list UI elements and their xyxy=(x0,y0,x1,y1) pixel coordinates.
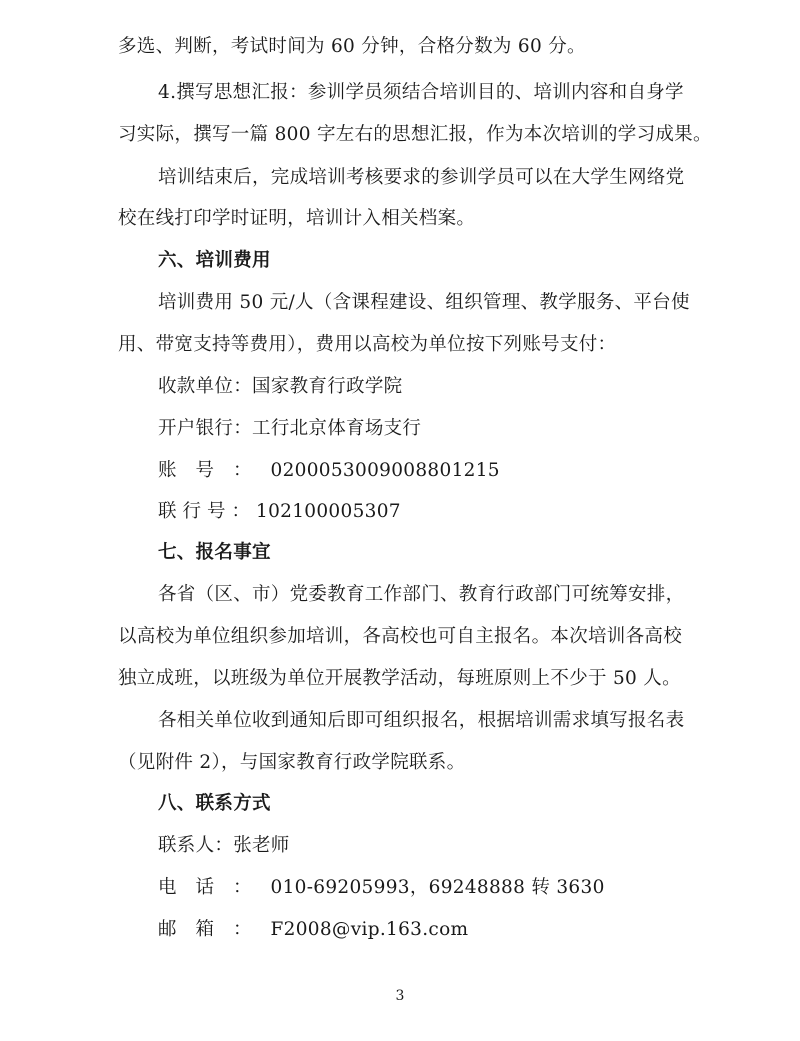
paragraph-line: 多选、判断，考试时间为 60 分钟，合格分数为 60 分。 xyxy=(118,36,586,57)
phone-value: 010-69205993，69248888 转 3630 xyxy=(270,877,605,898)
paragraph-line: 以高校为单位组织参加培训，各高校也可自主报名。本次培训各高校 xyxy=(118,626,683,647)
bank-label: 开户银行： xyxy=(158,418,253,439)
account-label: 账号： xyxy=(158,460,271,481)
paragraph-line: 培训费用 50 元/人（含课程建设、组织管理、教学服务、平台使 xyxy=(158,292,690,313)
section-heading-registration: 七、报名事宜 xyxy=(158,542,271,563)
page-number: 3 xyxy=(395,988,405,1004)
payee-label: 收款单位： xyxy=(158,376,253,397)
bank-row xyxy=(158,416,738,442)
paragraph-line: 用、带宽支持等费用），费用以高校为单位按下列账号支付： xyxy=(118,334,617,355)
paragraph-line: （见附件 2），与国家教育行政学院联系。 xyxy=(118,752,466,773)
email-value: F2008@vip.163.com xyxy=(270,919,469,940)
routing-value: 102100005307 xyxy=(256,501,401,522)
account-row xyxy=(158,458,738,484)
bank-value: 工行北京体育场支行 xyxy=(252,418,422,439)
phone-row xyxy=(158,875,738,901)
email-label: 邮箱： xyxy=(158,919,271,940)
routing-row xyxy=(158,499,738,525)
payee-value: 国家教育行政学院 xyxy=(252,376,403,397)
routing-label: 联行号： xyxy=(158,501,257,522)
section-heading-contact: 八、联系方式 xyxy=(158,793,271,814)
contact-label: 联系人： xyxy=(158,835,234,856)
section-heading-fees: 六、培训费用 xyxy=(158,250,271,271)
contact-value: 张老师 xyxy=(233,835,290,856)
paragraph-line: 4.撰写思想汇报：参训学员须结合培训目的、培训内容和自身学 xyxy=(158,82,684,103)
paragraph-line: 习实际，撰写一篇 800 字左右的思想汇报，作为本次培训的学习成果。 xyxy=(118,124,712,145)
email-row xyxy=(158,917,738,943)
paragraph-line: 各省（区、市）党委教育工作部门、教育行政部门可统筹安排， xyxy=(158,584,685,605)
account-value: 0200053009008801215 xyxy=(270,460,500,481)
phone-label: 电话： xyxy=(158,877,271,898)
paragraph-line: 独立成班，以班级为单位开展教学活动，每班原则上不少于 50 人。 xyxy=(118,668,681,689)
payee-row xyxy=(158,374,738,400)
paragraph-line: 各相关单位收到通知后即可组织报名，根据培训需求填写报名表 xyxy=(158,710,685,731)
contact-row xyxy=(158,833,738,859)
paragraph-line: 校在线打印学时证明，培训计入相关档案。 xyxy=(118,208,476,229)
paragraph-line: 培训结束后，完成培训考核要求的参训学员可以在大学生网络党 xyxy=(158,167,685,188)
